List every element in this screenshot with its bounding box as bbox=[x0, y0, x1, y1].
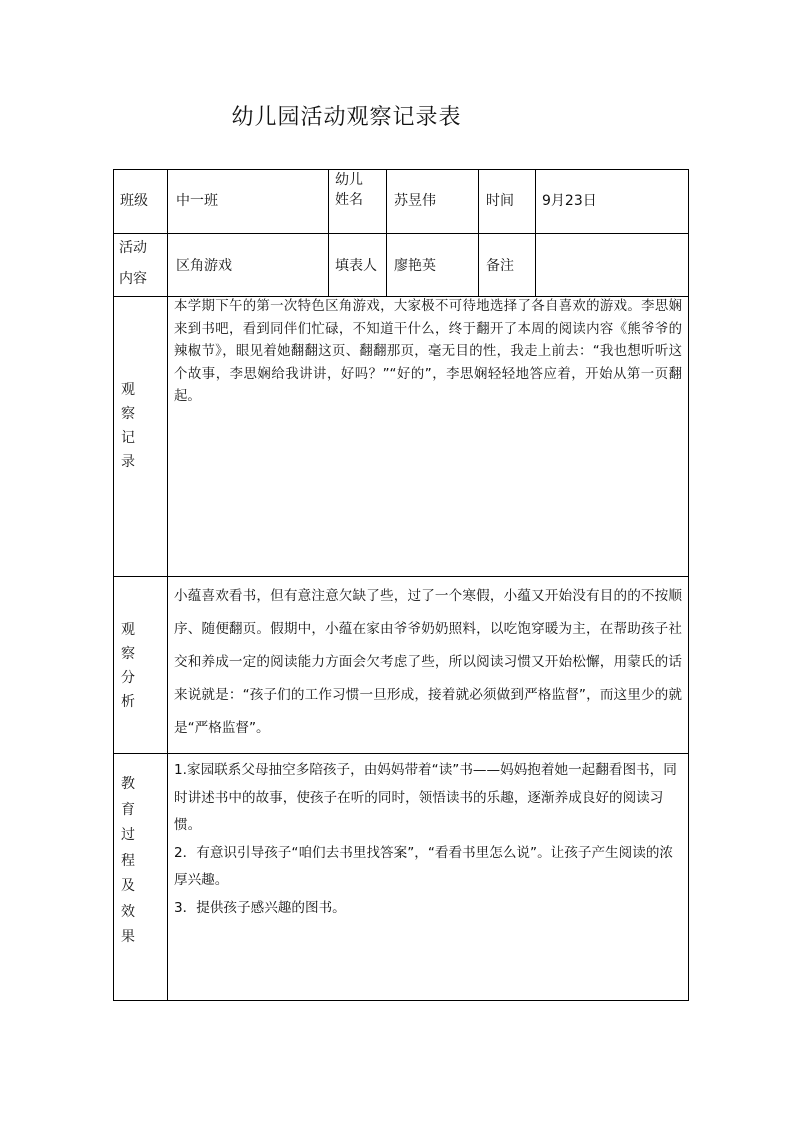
time-label: 时间 bbox=[486, 193, 514, 209]
education-item-3: 3．提供孩子感兴趣的图书。 bbox=[174, 899, 346, 916]
filler-value: 廖艳英 bbox=[394, 258, 436, 274]
activity-value: 区角游戏 bbox=[176, 258, 232, 274]
observation-analysis-text: 小蕴喜欢看书，但有意注意欠缺了些，过了一个寒假，小蕴又开始没有目的的不按顺序、随便翻页。假期中，小蕴在家由爷爷奶奶照料，以吃饱穿暖为主，在帮助孩子社交和养成一定的阅读能力方面会欠考虑了些，所以阅读习惯又开始松懈，用蒙氏的话来说就是：“孩子们的工作习惯一旦形成，接着就必须做到严格监督”，而这里少的就是“严格监督”。 bbox=[174, 588, 682, 736]
child-name-label: 幼儿姓名 bbox=[335, 172, 363, 208]
class-label: 班级 bbox=[120, 193, 148, 209]
education-label: 教育过程及效果 bbox=[121, 776, 135, 945]
filler-label: 填表人 bbox=[335, 258, 377, 274]
observation-record-text: 本学期下午的第一次特色区角游戏，大家极不可待地选择了各自喜欢的游戏。李思娴来到书吧，看到同伴们忙碌，不知道干什么，终于翻开了本周的阅读内容《熊爷爷的辣椒节》，眼见着她翻翻这页、翻翻那页，毫无目的性，我走上前去：“我也想听听这个故事，李思娴给我讲讲，好吗？”“好的”，李思娴轻轻地答应着，开始从第一页翻起。 bbox=[174, 299, 682, 404]
class-value: 中一班 bbox=[176, 193, 218, 209]
activity-label: 活动内容 bbox=[119, 240, 147, 287]
observation-analysis-label: 观察分析 bbox=[121, 622, 135, 710]
child-name-value: 苏昱伟 bbox=[394, 193, 436, 209]
observation-record-label: 观察记录 bbox=[121, 382, 135, 470]
education-item-1: 1.家园联系父母抽空多陪孩子，由妈妈带着“读”书——妈妈抱着她一起翻看图书，同时讲述书中的故事，使孩子在听的同时，领悟读书的乐趣，逐渐养成良好的阅读习惯。 bbox=[174, 762, 677, 833]
time-value: 9月23日 bbox=[542, 193, 597, 209]
page-title: 幼儿园活动观察记录表 bbox=[231, 105, 462, 130]
education-text bbox=[174, 757, 682, 922]
note-label: 备注 bbox=[486, 258, 514, 274]
education-item-2: 2．有意识引导孩子“咱们去书里找答案”，“看看书里怎么说”。让孩子产生阅读的浓厚兴趣。 bbox=[174, 844, 674, 888]
